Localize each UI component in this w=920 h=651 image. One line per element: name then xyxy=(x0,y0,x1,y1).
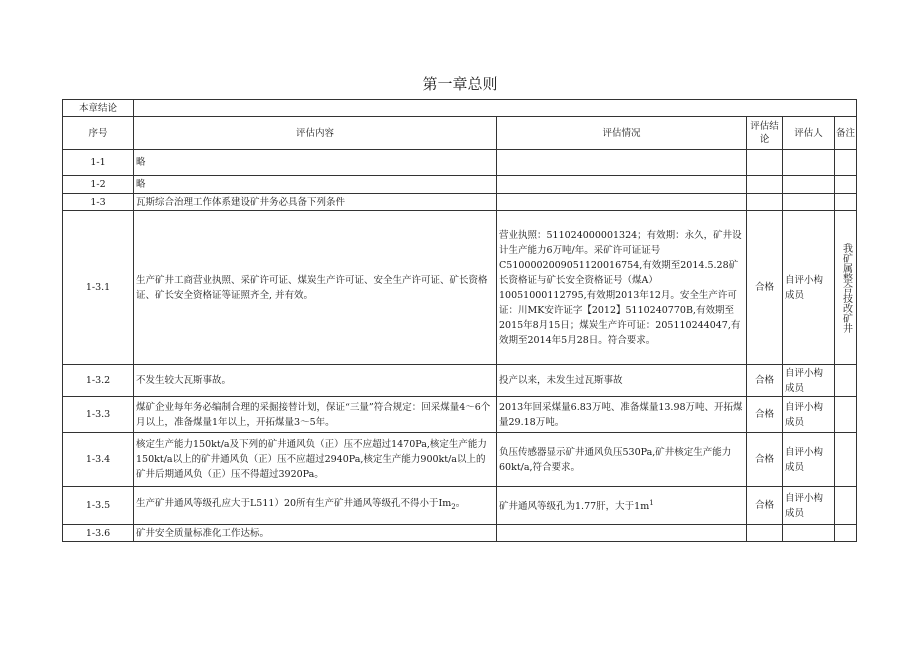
assessment-table xyxy=(62,99,857,542)
table-row xyxy=(63,194,857,211)
row-seq: 1-3.6 xyxy=(63,525,134,542)
row-seq: 1-3.2 xyxy=(63,365,134,397)
header-seq: 序号 xyxy=(63,117,134,150)
page-title: 第一章总则 xyxy=(422,75,498,93)
row-situation xyxy=(497,150,747,176)
row-assessor xyxy=(783,176,835,194)
row-remark xyxy=(835,365,857,397)
row-assessor xyxy=(783,150,835,176)
row-remark xyxy=(835,433,857,487)
row-assessor xyxy=(783,194,835,211)
summary-value xyxy=(134,100,857,117)
row-remark xyxy=(835,176,857,194)
row-content xyxy=(134,487,497,525)
header-remark: 备注 xyxy=(835,117,857,150)
table-row xyxy=(63,211,857,365)
header-assessor: 评估人 xyxy=(783,117,835,150)
row-situation: 负压传感器显示矿井通风负压530Pa,矿井核定生产能力60kt/a,符合要求。 xyxy=(497,433,747,487)
table-row xyxy=(63,525,857,542)
row-remark xyxy=(835,397,857,433)
row-content: 瓦斯综合治理工作体系建设矿井务必具备下列条件 xyxy=(134,194,497,211)
row-seq: 1-3 xyxy=(63,194,134,211)
row-content: 煤矿企业每年务必编制合理的采掘接替计划，保证“三量”符合规定：回采煤量4～6个月以上，准备煤量1年以上，开拓煤量3～5年。 xyxy=(134,397,497,433)
table-row xyxy=(63,176,857,194)
row-conclusion xyxy=(747,194,783,211)
row-content: 矿井安全质量标准化工作达标。 xyxy=(134,525,497,542)
row-content: 生产矿井工商营业执照、采矿许可证、煤炭生产许可证、安全生产许可证、矿长资格证、矿长安全资格证等证照齐全, 并有效。 xyxy=(134,211,497,365)
table-row xyxy=(63,150,857,176)
row-situation xyxy=(497,176,747,194)
summary-row xyxy=(63,100,857,117)
row-situation xyxy=(497,194,747,211)
row-content: 略 xyxy=(134,176,497,194)
row-content-main: 生产矿井通风等级孔应大于L511）20所有生产矿井通风等级孔不得小于Im xyxy=(136,498,452,510)
row-content-subscript: 2 xyxy=(451,502,456,511)
row-conclusion xyxy=(747,525,783,542)
row-assessor xyxy=(783,525,835,542)
row-seq: 1-2 xyxy=(63,176,134,194)
row-seq: 1-3.5 xyxy=(63,487,134,525)
header-situation: 评估情况 xyxy=(497,117,747,150)
row-assessor: 自评小构成员 xyxy=(783,397,835,433)
row-seq: 1-3.1 xyxy=(63,211,134,365)
row-situation xyxy=(497,487,747,525)
row-remark xyxy=(835,525,857,542)
table-row xyxy=(63,433,857,487)
row-conclusion: 合格 xyxy=(747,365,783,397)
row-conclusion: 合格 xyxy=(747,433,783,487)
row-situation: 2013年回采煤量6.83万吨、准备煤量13.98万吨、开拓煤量29.18万吨。 xyxy=(497,397,747,433)
row-situation-superscript: 1 xyxy=(649,499,654,508)
row-conclusion xyxy=(747,176,783,194)
row-remark xyxy=(835,211,857,365)
row-content: 不发生较大瓦斯事故。 xyxy=(134,365,497,397)
row-content: 略 xyxy=(134,150,497,176)
header-row xyxy=(63,117,857,150)
row-remark xyxy=(835,487,857,525)
row-content-end: 。 xyxy=(455,498,466,510)
row-content: 核定生产能力150kt/a及下列的矿井通风负（正）压不应超过1470Pa,核定生产能力150kt/a以上的矿井通风负（正）压不应超过2940Pa,核定生产能力900kt/a以上的矿井后期通风负（正）压不得超过3920Pa。 xyxy=(134,433,497,487)
row-assessor: 自评小构成员 xyxy=(783,487,835,525)
row-remark xyxy=(835,194,857,211)
row-assessor: 自评小构成员 xyxy=(783,433,835,487)
row-assessor: 自评小构成员 xyxy=(783,365,835,397)
row-situation: 营业执照：511024000001324；有效期：永久，矿井设计生产能力6万吨/年。采矿许可证证号C5100002009051120016754,有效期至2014.5.28矿长资格证与矿长安全资格证号（煤A）10051000112795,有效期2013年12月。安全生产许可证：川MK安许证字【2012】5110240770B,有效期至2015年8月15日；煤炭生产许可证：205110244047,有效期至2014年5月28日。符合要求。 xyxy=(497,211,747,365)
row-remark xyxy=(835,150,857,176)
header-content: 评估内容 xyxy=(134,117,497,150)
row-seq: 1-3.3 xyxy=(63,397,134,433)
row-situation-main: 矿井通风等级孔为1.77肝，大于1m xyxy=(499,501,650,513)
row-assessor: 自评小构成员 xyxy=(783,211,835,365)
row-conclusion: 合格 xyxy=(747,487,783,525)
row-conclusion: 合格 xyxy=(747,397,783,433)
row-conclusion: 合格 xyxy=(747,211,783,365)
table-row xyxy=(63,397,857,433)
summary-label: 本章结论 xyxy=(63,100,134,117)
table-row xyxy=(63,487,857,525)
header-conclusion: 评估结论 xyxy=(747,117,783,150)
row-seq: 1-1 xyxy=(63,150,134,176)
row-remark-text: 我矿属整合技改矿井 xyxy=(840,242,852,333)
row-situation: 投产以来，未发生过瓦斯事故 xyxy=(497,365,747,397)
row-situation xyxy=(497,525,747,542)
table-row xyxy=(63,365,857,397)
row-conclusion xyxy=(747,150,783,176)
row-seq: 1-3.4 xyxy=(63,433,134,487)
